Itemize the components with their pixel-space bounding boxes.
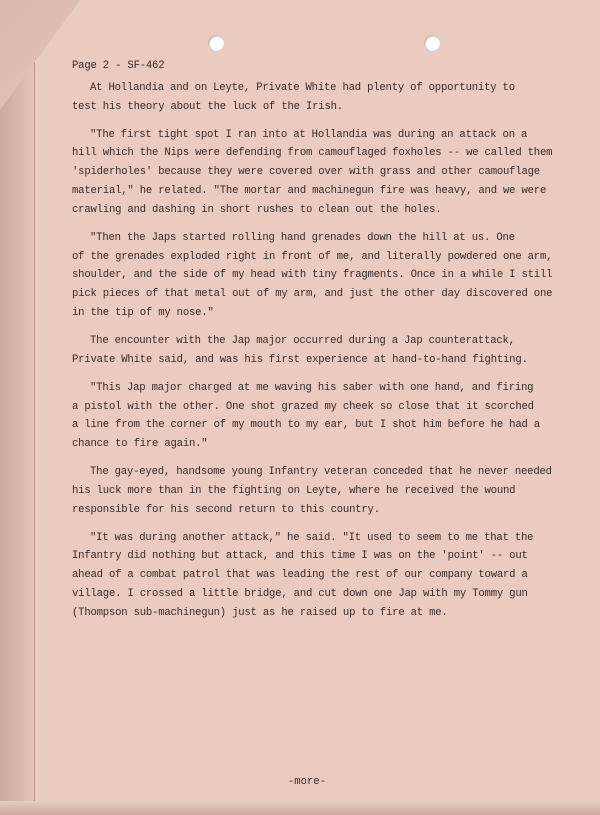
text-line: ahead of a combat patrol that was leading the rest of our company toward a: [72, 569, 528, 582]
text-line: a line from the corner of my mouth to my ear, but I shot him before he had a: [72, 419, 540, 432]
text-line: 'spiderholes' because they were covered over with grass and other camouflage: [72, 166, 540, 179]
paragraph: [72, 79, 592, 117]
text-line: responsible for his second return to this country.: [72, 503, 380, 516]
text-line: village. I crossed a little bridge, and cut down one Jap with my Tommy gun: [72, 588, 528, 601]
text-line: "It was during another attack," he said. "It used to seem to me that the: [90, 531, 534, 544]
continuation-marker: -more-: [287, 776, 327, 788]
paragraph: [72, 463, 592, 520]
text-line: chance to fire again.": [72, 438, 208, 451]
text-line: in the tip of my nose.": [72, 307, 214, 320]
typewritten-text-block: [72, 57, 592, 623]
text-line: of the grenades exploded right in front of me, and literally powdered one arm,: [72, 250, 553, 263]
page-header: Page 2 - SF-462: [72, 60, 165, 72]
paragraph: [72, 126, 592, 220]
text-line: pick pieces of that metal out of my arm, and just the other day discovered one: [72, 288, 553, 301]
page-bottom-edge: [0, 801, 600, 815]
text-line: his luck more than in the fighting on Leyte, where he received the wound: [72, 484, 516, 497]
paragraph: [72, 529, 592, 623]
text-line: shoulder, and the side of my head with tiny fragments. Once in a while I still: [72, 269, 553, 282]
text-line: The gay-eyed, handsome young Infantry veteran conceded that he never needed: [90, 466, 552, 479]
paragraph: [72, 379, 592, 454]
text-line: a pistol with the other. One shot grazed my cheek so close that it scorched: [72, 400, 534, 413]
text-line: (Thompson sub-machinegun) just as he raised up to fire at me.: [72, 606, 448, 619]
punch-hole-right: [424, 35, 440, 51]
text-line: The encounter with the Jap major occurred during a Jap counterattack,: [90, 334, 515, 347]
text-line: "The first tight spot I ran into at Hollandia was during an attack on a: [90, 128, 528, 141]
text-line: At Hollandia and on Leyte, Private White had plenty of opportunity to: [90, 81, 515, 94]
folded-corner: [0, 0, 80, 110]
text-line: Infantry did nothing but attack, and this time I was on the 'point' -- out: [72, 550, 528, 563]
paragraph: [72, 332, 592, 370]
underlying-sheet-edge: [0, 0, 35, 815]
punch-hole-left: [208, 35, 224, 51]
text-line: crawling and dashing in short rushes to clean out the holes.: [72, 203, 442, 216]
paragraph: [72, 229, 592, 323]
text-line: material," he related. "The mortar and machinegun fire was heavy, and we were: [72, 185, 547, 198]
text-line: "Then the Japs started rolling hand grenades down the hill at us. One: [90, 231, 515, 244]
text-line: Private White said, and was his first experience at hand-to-hand fighting.: [72, 353, 528, 366]
text-line: hill which the Nips were defending from camouflaged foxholes -- we called them: [72, 147, 553, 160]
text-line: "This Jap major charged at me waving his saber with one hand, and firing: [90, 381, 534, 394]
text-line: test his theory about the luck of the Irish.: [72, 100, 343, 113]
